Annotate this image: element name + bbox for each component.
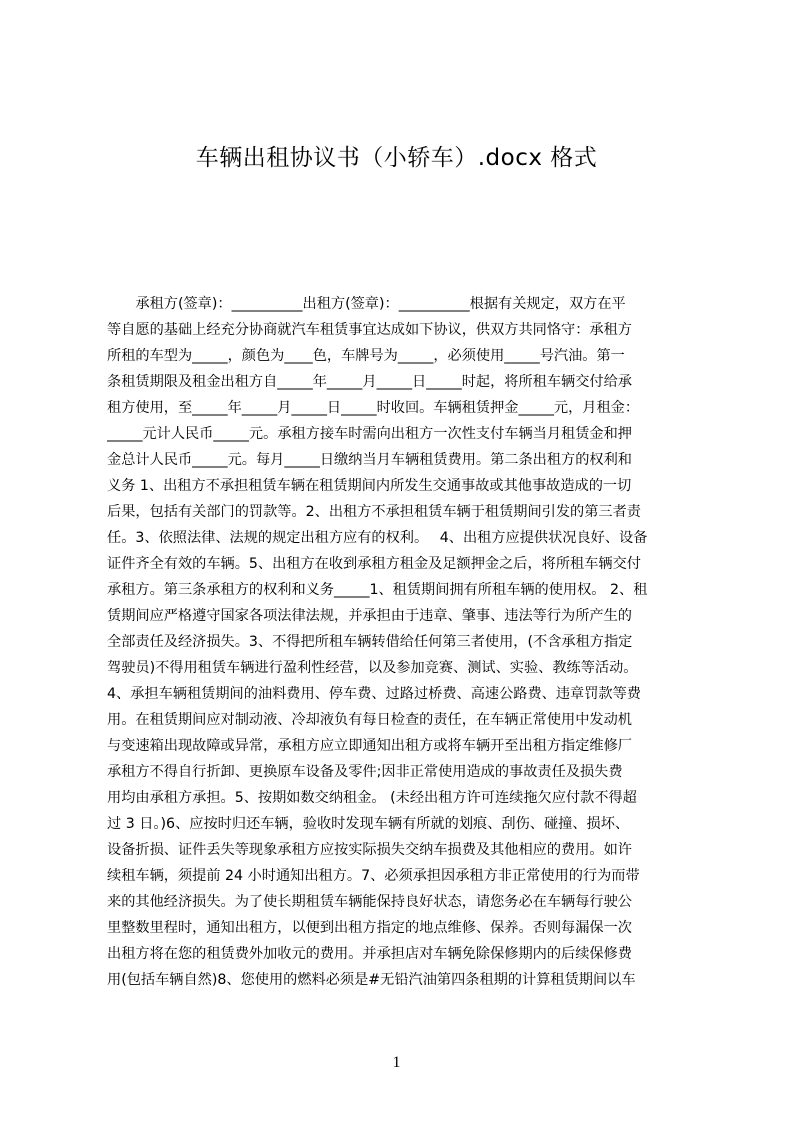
body-line: 全部责任及经济损失。3、不得把所租车辆转借给任何第三者使用，(不含承租方指定 (107, 634, 633, 650)
body-line: 赁期间应严格遵守国家各项法律法规，并承担由于违章、肇事、违法等行为所产生的 (107, 608, 632, 624)
body-line: 租方使用，至_____年_____月_____日_____时收回。车辆租赁押金_____元，月租金： (107, 400, 640, 416)
page-number: 1 (392, 1054, 401, 1071)
body-line: _____元计人民币_____元。承租方接车时需向出租方一次性支付车辆当月租赁金和押 (107, 426, 632, 442)
body-line: 设备折损、证件丢失等现象承租方应按实际损失交纳车损费及其他相应的费用。如许 (107, 842, 632, 858)
body-line: 用均由承租方承担。5、按期如数交纳租金。 (未经出租方许可连续拖欠应付款不得超 (107, 790, 637, 806)
body-line: 义务 1、出租方不承担租赁车辆在租赁期间内所发生交通事故或其他事故造成的一切 (107, 478, 632, 494)
body-line: 承租方。第三条承租方的权利和义务_____1、租赁期间拥有所租车辆的使用权。 2、租 (107, 582, 648, 598)
body-line: 出租方将在您的租赁费外加收元的费用。并承担店对车辆免除保修期内的后续保修费 (107, 946, 632, 962)
body-line: 任。3、依照法律、法规的规定出租方应有的权利。 4、出租方应提供状况良好、设备 (107, 530, 648, 546)
body-line: 用(包括车辆自然)8、您使用的燃料必须是#无铅汽油第四条租期的计算租赁期间以车 (107, 972, 636, 988)
body-line: 来的其他经济损失。为了使长期租赁车辆能保持良好状态，请您务必在车辆每行驶公 (107, 894, 632, 910)
body-line: 里整数里程时，通知出租方，以便到出租方指定的地点维修、保养。否则每漏保一次 (107, 920, 632, 936)
body-line: 后果，包括有关部门的罚款等。2、出租方不承担租赁车辆于租赁期间引发的第三者责 (107, 504, 641, 520)
body-line: 承租方不得自行折卸、更换原车设备及零件;因非正常使用造成的事故责任及损失费 (107, 764, 623, 780)
document-body (107, 291, 707, 993)
document-title: 车辆出租协议书（小轿车）.docx 格式 (195, 145, 598, 171)
body-line: 金总计人民币_____元。每月_____日缴纳当月车辆租赁费用。第二条出租方的权利和 (107, 452, 632, 468)
body-line: 条租赁期限及租金出租方自_____年_____月_____日_____时起，将所租车辆交付给承 (107, 374, 632, 390)
body-line: 用。在租赁期间应对制动液、冷却液负有每日检查的责任，在车辆正常使用中发动机 (107, 712, 632, 728)
body-line: 承租方(签章)：__________出租方(签章)：__________根据有关规定，双方在平 (107, 296, 626, 312)
body-line: 续租车辆，须提前 24 小时通知出租方。7、必须承担因承租方非正常使用的行为而带 (107, 868, 640, 884)
body-line: 4、承担车辆租赁期间的油料费用、停车费、过路过桥费、高速公路费、违章罚款等费 (107, 686, 641, 702)
body-line: 驾驶员)不得用租赁车辆进行盈利性经营，以及参加竞赛、测试、实验、教练等活动。 (107, 660, 638, 676)
body-line: 与变速箱出现故障或异常，承租方应立即通知出租方或将车辆开至出租方指定维修厂 (107, 738, 632, 754)
body-line: 证件齐全有效的车辆。5、出租方在收到承租方租金及足额押金之后，将所租车辆交付 (107, 556, 641, 572)
body-line: 过 3 日。)6、应按时归还车辆，验收时发现车辆有所就的划痕、刮伤、碰撞、损坏、 (107, 816, 630, 832)
body-line: 等自愿的基础上经充分协商就汽车租赁事宜达成如下协议，供双方共同恪守：承租方 (107, 322, 632, 338)
body-line: 所租的车型为_____，颜色为____色，车牌号为_____，必须使用_____号汽油。第一 (107, 348, 625, 364)
